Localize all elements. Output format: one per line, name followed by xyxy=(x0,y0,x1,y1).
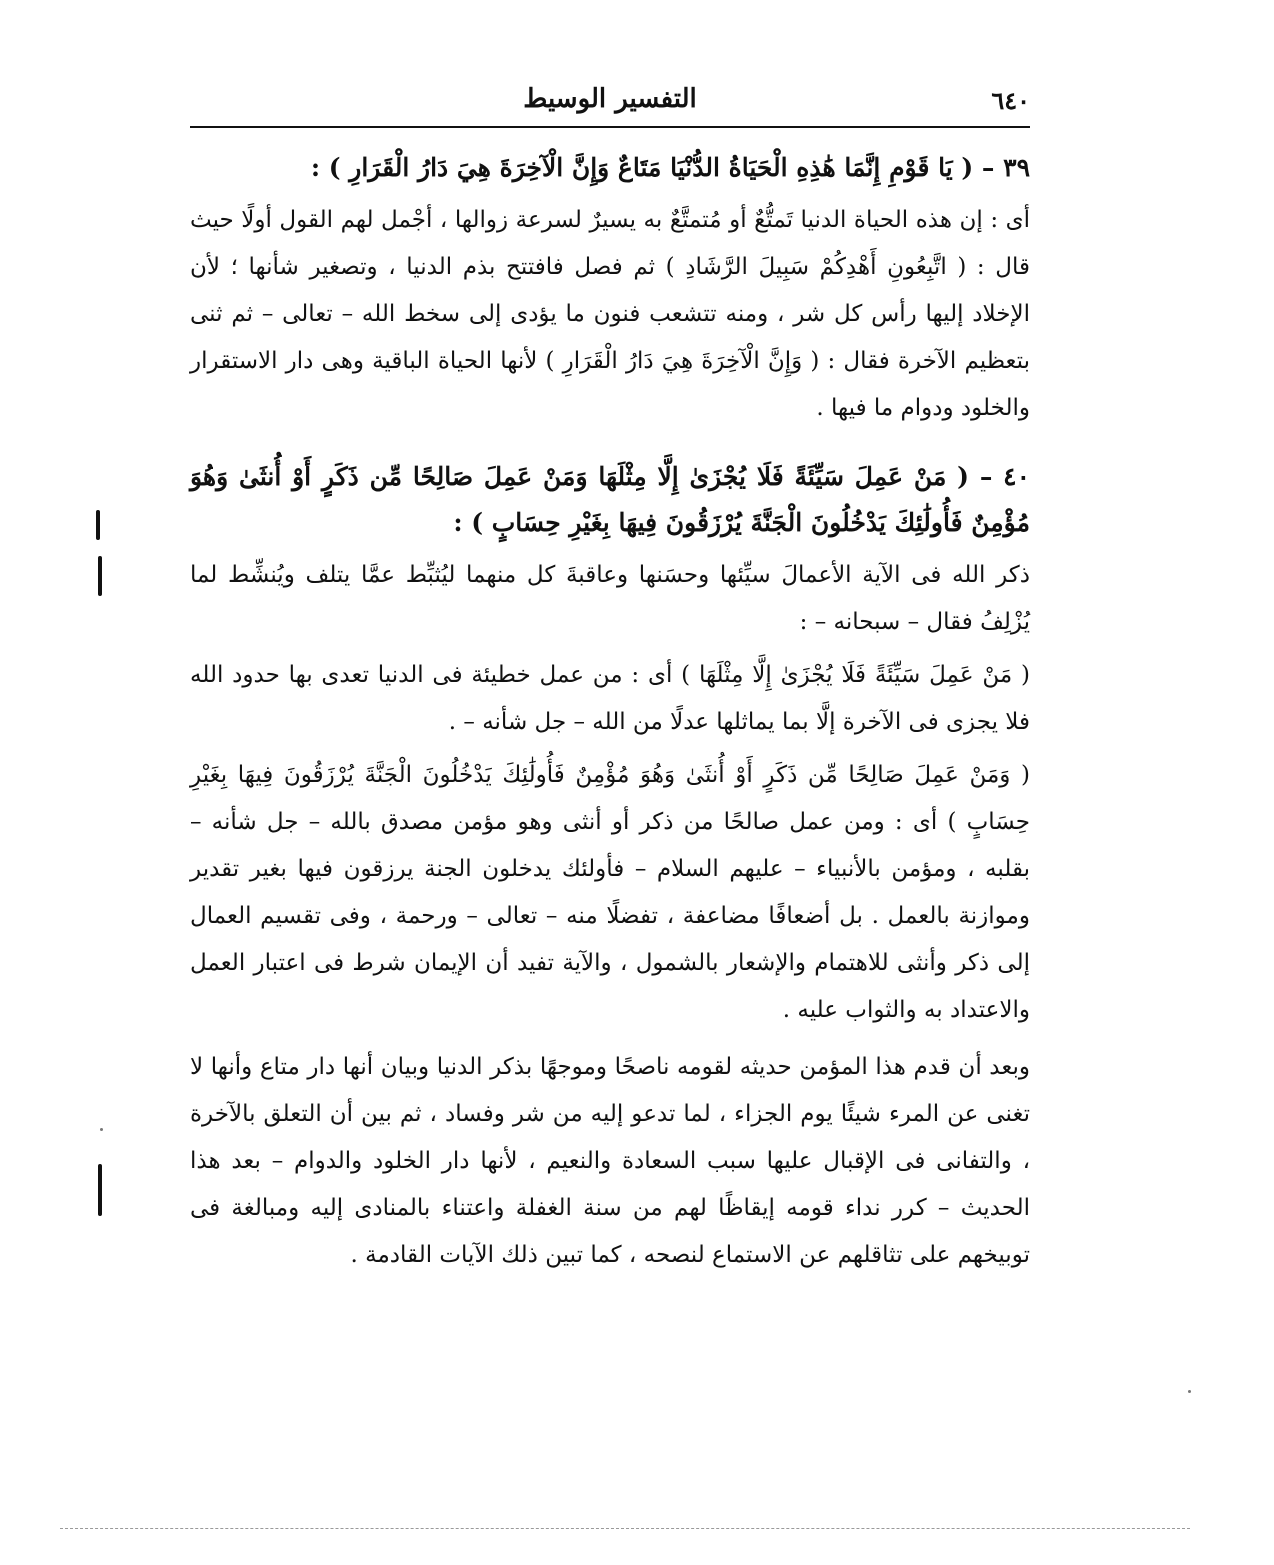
verse-39: ٣٩ – ( يَا قَوْمِ إِنَّمَا هَٰذِهِ الْحَيَاةُ الدُّنْيَا مَتَاعٌ وَإِنَّ الْآخِرَةَ هِيَ دَارُ الْقَرَارِ ) : xyxy=(310,153,1030,182)
page-number: ٦٤٠ xyxy=(991,86,1030,115)
commentary-paragraph: أى : إن هذه الحياة الدنيا تَمتُّعٌ أو مُتمتَّعٌ به يسيرٌ لسرعة زوالها ، أجْمل لهم القول أولًا حيث قال : ( اتَّبِعُونِ أَهْدِكُمْ سَبِيلَ الرَّشَادِ ) ثم فصل فافتتح بذم الدنيا ، وتصغير شأنها ؛ لأن الإخلاد إليها رأس كل شر ، ومنه تتشعب فنون ما يؤدى إلى سخط الله – تعالى – ثم ثنى بتعظيم الآخرة فقال : ( وَإِنَّ الْآخِرَةَ هِيَ دَارُ الْقَرَارِ ) لأنها الحياة الباقية وهى دار الاستقرار والخلود ودوام ما فيها . xyxy=(190,207,1030,421)
margin-scan-mark xyxy=(98,1164,102,1216)
margin-scan-mark xyxy=(98,556,102,596)
commentary-paragraph: وبعد أن قدم هذا المؤمن حديثه لقومه ناصحًا وموجهًا بذكر الدنيا وبيان أنها دار متاع وأنها لا تغنى عن المرء شيئًا يوم الجزاء ، لما تدعو إليه من شر وفساد ، ثم بين أن التعلق بالآخرة ، والتفانى فى الإقبال عليها سبب السعادة والنعيم ، لأنها دار الخلود والدوام – بعد هذا الحديث – كرر نداء قومه إيقاظًا لهم من سنة الغفلة واعتناء بالمنادى إليه ومبالغة فى توبيخهم على تثاقلهم عن الاستماع لنصحه ، كما تبين ذلك الآيات القادمة . xyxy=(190,1054,1030,1268)
commentary-paragraph: ( وَمَنْ عَمِلَ صَالِحًا مِّن ذَكَرٍ أَوْ أُنثَىٰ وَهُوَ مُؤْمِنٌ فَأُولَٰئِكَ يَدْخُلُونَ الْجَنَّةَ يُرْزَقُونَ فِيهَا بِغَيْرِ حِسَابٍ ) أى : ومن عمل صالحًا من ذكر أو أنثى وهو مؤمن مصدق بالله – جل شأنه – بقلبه ، ومؤمن بالأنبياء – عليهم السلام – فأولئك يدخلون الجنة يرزقون فيها بغير تقدير وموازنة بالعمل . بل أضعافًا مضاعفة ، تفضلًا منه – تعالى – ورحمة ، وفى تقسيم العمال إلى ذكر وأنثى للاهتمام والإشعار بالشمول ، والآية تفيد أن الإيمان شرط فى اعتبار العمل والاعتداد به والثواب عليه . xyxy=(190,762,1030,1023)
page-body xyxy=(190,145,1030,1291)
verse-block-39 xyxy=(190,145,1030,432)
verse-block-40 xyxy=(190,454,1030,1279)
margin-scan-dot xyxy=(100,1128,103,1131)
header-rule xyxy=(190,126,1030,128)
margin-scan-mark xyxy=(96,510,100,540)
margin-scan-dot xyxy=(1188,1390,1191,1393)
commentary-paragraph: ذكر الله فى الآية الأعمالَ سيِّئها وحسَنها وعاقبةَ كل منهما ليُثبِّط عمَّا يتلف ويُنشِّط لما يُزْلِفُ فقال – سبحانه – : xyxy=(190,562,1030,635)
page-header xyxy=(190,82,1030,122)
running-title: التفسير الوسيط xyxy=(523,84,697,114)
footer-scan-line xyxy=(60,1528,1190,1529)
verse-40: ٤٠ – ( مَنْ عَمِلَ سَيِّئَةً فَلَا يُجْزَىٰ إِلَّا مِثْلَهَا وَمَنْ عَمِلَ صَالِحًا مِّن ذَكَرٍ أَوْ أُنثَىٰ وَهُوَ مُؤْمِنٌ فَأُولَٰئِكَ يَدْخُلُونَ الْجَنَّةَ يُرْزَقُونَ فِيهَا بِغَيْرِ حِسَابٍ ) : xyxy=(190,462,1030,537)
commentary-paragraph: ( مَنْ عَمِلَ سَيِّئَةً فَلَا يُجْزَىٰ إِلَّا مِثْلَهَا ) أى : من عمل خطيئة فى الدنيا تعدى بها حدود الله فلا يجزى فى الآخرة إلَّا بما يماثلها عدلًا من الله – جل شأنه – . xyxy=(190,662,1030,735)
